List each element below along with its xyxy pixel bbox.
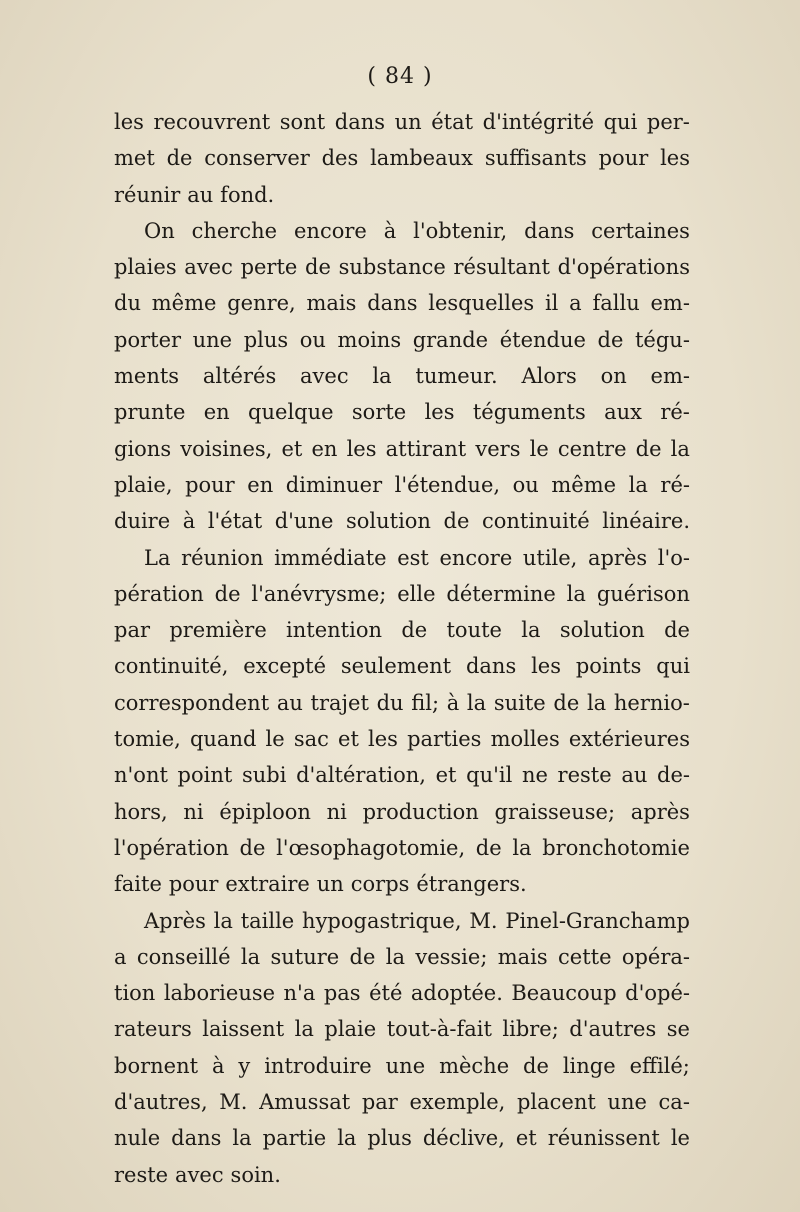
word: par: [114, 618, 151, 643]
word: seulement: [340, 654, 452, 679]
word: gions: [114, 436, 172, 461]
word: après: [630, 799, 690, 824]
word: diminuer: [285, 472, 383, 497]
text-line: [114, 177, 690, 213]
word: l'œsophagotomie,: [276, 835, 466, 860]
word: d'autres: [569, 1017, 657, 1042]
word: plaies: [114, 255, 177, 280]
text-line: [114, 322, 690, 358]
word: point: [177, 763, 233, 788]
word: de: [166, 146, 193, 171]
word: l'obtenir,: [413, 218, 508, 243]
word: au: [276, 690, 303, 715]
text-line: [114, 757, 690, 793]
word: de: [553, 690, 580, 715]
word: reste: [557, 763, 612, 788]
word: suite: [493, 690, 546, 715]
text-line: [114, 1011, 690, 1047]
word: reste: [114, 1162, 169, 1187]
word: ou: [299, 327, 326, 352]
text-line: [114, 866, 690, 902]
word: de: [214, 581, 241, 606]
word: la: [628, 472, 648, 497]
word: M.: [219, 1090, 248, 1115]
word: ni: [326, 799, 347, 824]
word: correspondent: [114, 690, 270, 715]
word: mais: [306, 291, 357, 316]
word: d'intégrité: [482, 110, 595, 134]
word: y: [238, 1053, 251, 1078]
word: la: [466, 690, 487, 715]
word: parties: [407, 727, 482, 752]
word: la: [337, 1126, 357, 1151]
word: fil;: [411, 690, 440, 715]
word: duire: [114, 509, 171, 534]
word: adoptée.: [410, 981, 503, 1006]
word: ni: [183, 799, 204, 824]
word: molles: [490, 727, 560, 752]
word: dans: [524, 218, 575, 243]
word: ca-: [658, 1090, 690, 1115]
word: suture: [270, 944, 340, 969]
word: sont: [279, 110, 326, 134]
text-line: [114, 540, 690, 576]
word: Après: [144, 908, 206, 933]
word: moins: [337, 327, 402, 352]
word: mais: [497, 944, 548, 969]
word: de: [443, 509, 470, 534]
word: qui: [603, 110, 638, 134]
word: lesquelles: [428, 291, 535, 316]
word: attirant: [385, 436, 467, 461]
word: hors,: [114, 799, 168, 824]
text-line: [114, 576, 690, 612]
text-line: [114, 1157, 690, 1193]
word: étendue: [499, 327, 586, 352]
word: de: [523, 1053, 549, 1078]
word: mèche: [439, 1053, 510, 1078]
word: d'autres,: [114, 1090, 208, 1115]
word: à: [182, 509, 196, 534]
word: extérieures: [568, 727, 690, 752]
word: hypogastrique,: [302, 908, 462, 933]
word: de: [597, 327, 624, 352]
word: la: [294, 1017, 314, 1042]
word: réunion: [181, 545, 264, 570]
word: par: [361, 1090, 398, 1115]
word: genre,: [227, 291, 296, 316]
word: dans: [367, 291, 418, 316]
word: téguments: [472, 400, 586, 425]
word: en: [311, 436, 338, 461]
word: taille: [240, 908, 295, 933]
word: opéra-: [621, 944, 690, 969]
word: immédiate: [274, 545, 387, 570]
word: dans: [334, 110, 386, 134]
word: d'opérations: [557, 255, 690, 280]
word: résultant: [453, 255, 550, 280]
word: plus: [367, 1126, 412, 1151]
word: après: [587, 545, 648, 570]
word: de: [349, 944, 376, 969]
word: avec: [184, 255, 233, 280]
word: dans: [171, 1126, 222, 1151]
word: La: [144, 545, 171, 570]
word: état: [431, 110, 474, 134]
word: même: [151, 291, 217, 316]
word: une: [192, 327, 233, 352]
word: graisseuse;: [494, 799, 616, 824]
word: production: [362, 799, 479, 824]
text-line: [114, 1120, 690, 1156]
word: ré-: [660, 472, 690, 497]
word: étrangers.: [416, 872, 527, 897]
word: recouvrent: [153, 110, 271, 134]
word: détermine: [446, 581, 556, 606]
text-line: [114, 685, 690, 721]
word: d'opé-: [625, 981, 690, 1006]
text-line: [114, 394, 690, 430]
word: per-: [646, 110, 690, 134]
text-line: [114, 648, 690, 684]
word: prunte: [114, 400, 186, 425]
word: a: [569, 291, 582, 316]
word: Amussat: [259, 1090, 351, 1115]
text-line: [114, 830, 690, 866]
word: les: [660, 146, 690, 171]
word: à: [211, 1053, 225, 1078]
word: la: [213, 908, 233, 933]
text-line: [114, 140, 690, 176]
word: nule: [114, 1126, 161, 1151]
word: de: [401, 618, 428, 643]
word: faite: [114, 872, 162, 897]
word: l'état: [207, 509, 263, 534]
word: Pinel-Granchamp: [505, 908, 690, 933]
word: réunir: [114, 182, 181, 207]
word: la: [240, 944, 261, 969]
text-line: [114, 104, 690, 140]
word: lambeaux: [370, 146, 473, 171]
word: en: [203, 400, 230, 425]
word: première: [169, 618, 267, 643]
word: pour: [168, 872, 219, 897]
word: de: [664, 618, 690, 643]
word: tumeur.: [415, 364, 498, 389]
word: d'altération,: [296, 763, 426, 788]
word: été: [369, 981, 403, 1006]
word: continuité,: [114, 654, 229, 679]
word: la: [521, 618, 541, 643]
word: du: [376, 690, 404, 715]
word: et: [338, 727, 359, 752]
word: tout-à-fait: [386, 1017, 492, 1042]
word: substance: [338, 255, 446, 280]
word: la: [512, 835, 532, 860]
word: le: [670, 1126, 690, 1151]
word: grande: [412, 327, 489, 352]
word: certaines: [591, 218, 690, 243]
word: em-: [650, 364, 690, 389]
word: les: [114, 110, 144, 134]
word: quelque: [248, 400, 334, 425]
word: même: [551, 472, 617, 497]
word: continuité: [481, 509, 590, 534]
word: corps: [350, 872, 410, 897]
word: on: [600, 364, 627, 389]
word: cette: [558, 944, 612, 969]
word: Alors: [521, 364, 577, 389]
word: plaie,: [114, 472, 173, 497]
word: tomie,: [114, 727, 181, 752]
word: conseillé: [136, 944, 231, 969]
word: bornent: [114, 1053, 199, 1078]
word: plaie: [324, 1017, 377, 1042]
word: la: [586, 690, 607, 715]
word: la: [232, 1126, 252, 1151]
word: l'opération: [114, 835, 229, 860]
word: un: [316, 872, 344, 897]
word: tion: [114, 981, 156, 1006]
word: pour: [598, 146, 649, 171]
word: laborieuse: [163, 981, 276, 1006]
word: au: [621, 763, 648, 788]
word: laissent: [202, 1017, 285, 1042]
word: de: [239, 835, 266, 860]
word: pour: [185, 472, 235, 497]
text-line: [114, 249, 690, 285]
word: se: [666, 1017, 690, 1042]
word: toute: [446, 618, 502, 643]
word: la: [385, 944, 405, 969]
word: ne: [521, 763, 548, 788]
text-line: [114, 503, 690, 539]
word: ré-: [660, 400, 690, 425]
word: em-: [650, 291, 690, 316]
text-line: [114, 467, 690, 503]
word: l'anévrysme;: [251, 581, 387, 606]
word: et: [435, 763, 457, 788]
word: pas: [323, 981, 361, 1006]
word: encore: [439, 545, 513, 570]
word: sorte: [351, 400, 407, 425]
word: qu'il: [466, 763, 513, 788]
word: qui: [656, 654, 690, 679]
word: et: [515, 1126, 537, 1151]
word: les: [368, 727, 398, 752]
word: solution: [559, 618, 645, 643]
body-text: [114, 104, 690, 1193]
word: de: [635, 436, 662, 461]
word: les: [346, 436, 377, 461]
word: quand: [189, 727, 257, 752]
text-line: [114, 903, 690, 939]
word: sac: [293, 727, 329, 752]
word: un: [394, 110, 422, 134]
text-line: [114, 975, 690, 1011]
word: des: [321, 146, 359, 171]
word: d'une: [274, 509, 334, 534]
word: fallu: [592, 291, 640, 316]
word: aux: [604, 400, 642, 425]
word: à: [446, 690, 460, 715]
word: pération: [114, 581, 204, 606]
text-line: [114, 1048, 690, 1084]
word: avec: [300, 364, 349, 389]
word: guérison: [596, 581, 690, 606]
word: vers: [475, 436, 521, 461]
word: exemple,: [409, 1090, 506, 1115]
word: M.: [469, 908, 498, 933]
word: subi: [241, 763, 287, 788]
word: réunissent: [547, 1126, 660, 1151]
word: avec: [175, 1162, 224, 1187]
page-number: ( 84 ): [367, 64, 433, 89]
word: utile,: [522, 545, 578, 570]
word: l'étendue,: [394, 472, 501, 497]
word: ou: [512, 472, 539, 497]
word: linge: [562, 1053, 616, 1078]
word: intention: [286, 618, 383, 643]
text-line: [114, 431, 690, 467]
word: le: [529, 436, 549, 461]
word: en: [247, 472, 274, 497]
word: dans: [465, 654, 517, 679]
word: il: [544, 291, 559, 316]
word: conserver: [204, 146, 310, 171]
word: effilé;: [629, 1053, 690, 1078]
word: les: [424, 400, 455, 425]
word: fond.: [220, 182, 275, 207]
text-line: [114, 213, 690, 249]
word: perte: [240, 255, 298, 280]
word: plus: [243, 327, 289, 352]
word: la: [670, 436, 690, 461]
word: de: [475, 835, 502, 860]
word: vessie;: [415, 944, 488, 969]
word: de-: [657, 763, 690, 788]
word: On: [144, 218, 175, 243]
word: trajet: [310, 690, 369, 715]
text-line: [114, 939, 690, 975]
word: encore: [294, 218, 367, 243]
word: le: [265, 727, 285, 752]
word: met: [114, 146, 155, 171]
word: hernio-: [613, 690, 690, 715]
word: est: [397, 545, 429, 570]
word: déclive,: [422, 1126, 505, 1151]
word: la: [566, 581, 586, 606]
word: voisines,: [180, 436, 273, 461]
word: les: [531, 654, 561, 679]
text-line: [114, 285, 690, 321]
word: rateurs: [114, 1017, 192, 1042]
word: libre;: [502, 1017, 559, 1042]
word: du: [114, 291, 141, 316]
word: au: [187, 182, 214, 207]
word: à: [383, 218, 397, 243]
word: une: [385, 1053, 426, 1078]
word: l'o-: [657, 545, 690, 570]
word: une: [607, 1090, 647, 1115]
text-line: [114, 794, 690, 830]
word: n'ont: [114, 763, 168, 788]
word: centre: [557, 436, 627, 461]
word: points: [575, 654, 642, 679]
word: soin.: [230, 1162, 281, 1187]
word: placent: [516, 1090, 596, 1115]
word: a: [114, 944, 127, 969]
word: cherche: [191, 218, 278, 243]
word: altérés: [202, 364, 277, 389]
word: tégu-: [634, 327, 690, 352]
word: ments: [114, 364, 180, 389]
word: bronchotomie: [542, 835, 690, 860]
word: la: [372, 364, 392, 389]
word: et: [281, 436, 303, 461]
text-line: [114, 1084, 690, 1120]
word: introduire: [264, 1053, 372, 1078]
word: de: [305, 255, 331, 280]
text-line: [114, 358, 690, 394]
word: linéaire.: [602, 509, 690, 534]
word: solution: [345, 509, 431, 534]
word: Beaucoup: [511, 981, 617, 1006]
word: n'a: [283, 981, 316, 1006]
text-line: [114, 721, 690, 757]
word: extraire: [225, 872, 310, 897]
text-line: [114, 612, 690, 648]
word: épiploon: [219, 799, 311, 824]
word: partie: [262, 1126, 327, 1151]
word: suffisants: [484, 146, 587, 171]
word: excepté: [243, 654, 327, 679]
word: elle: [397, 581, 436, 606]
word: porter: [114, 327, 182, 352]
